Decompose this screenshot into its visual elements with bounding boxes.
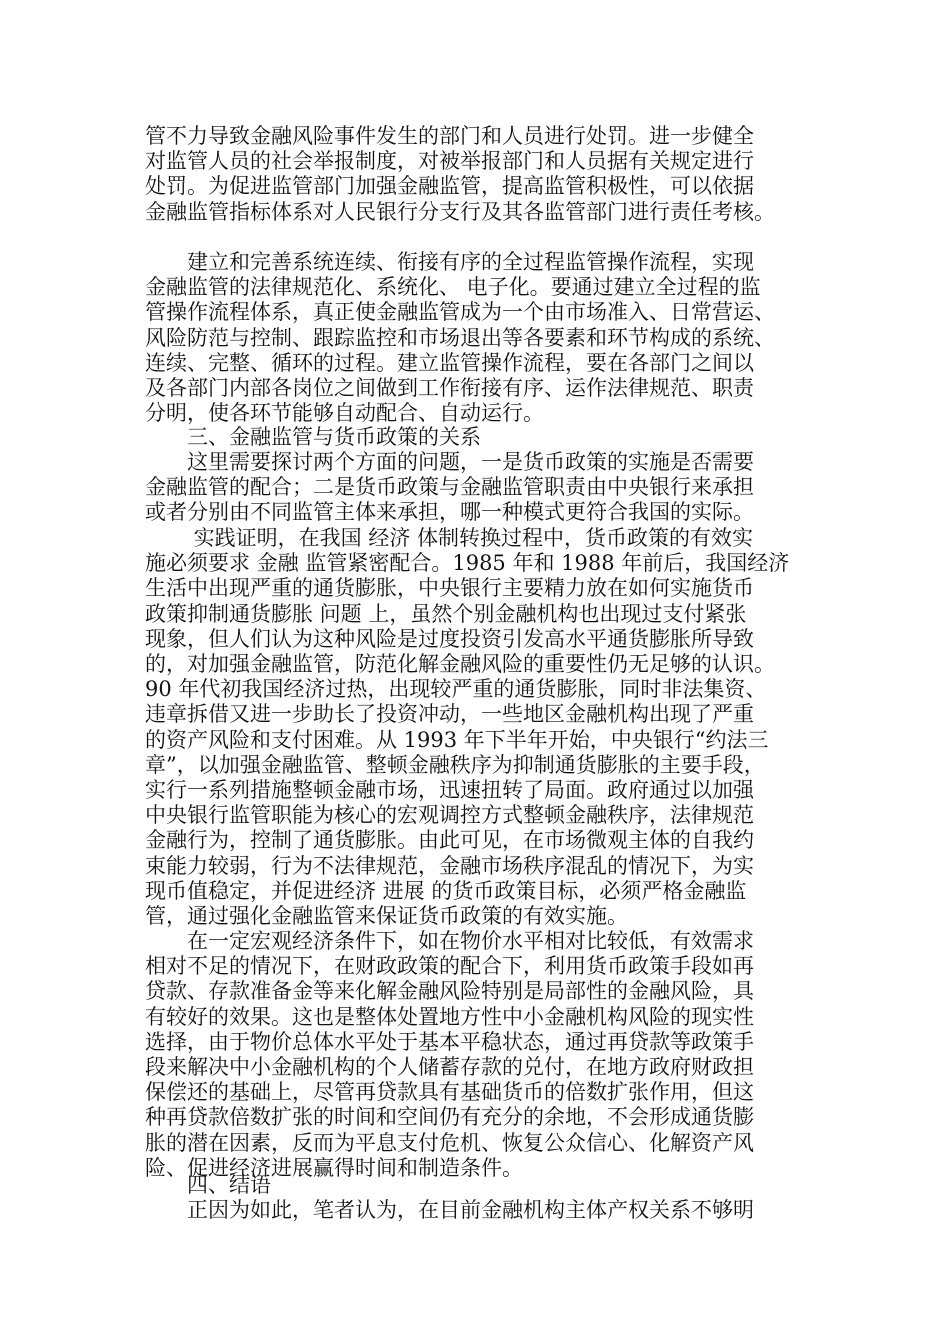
paragraph-conclusion: 正因为如此，笔者认为，在目前金融机构主体产权关系不够明: [145, 1198, 754, 1222]
paragraph-supervision-process: 建立和完善系统连续、衔接有序的全过程监管操作流程，实现 金融监管的法律规范化、系统化、 电子化。要通过建立全过程的监 管操作流程体系，真正使金融监管成为一个由市场准入、日常营运、 风险防范与控制、跟踪监控和市场退出等各要素和环节构成的系统、 连续、完整、循环的过程。建立监管操作流程，要在各部门之间以 及各部门内部各岗位之间做到工作衔接有序、运作法律规范、职责 分明，使各环节能够自动配合、自动运行。: [145, 250, 775, 426]
section-heading-three: 三、金融监管与货币政策的关系: [187, 425, 481, 449]
paragraph-practice-proves: 实践证明，在我国 经济 体制转换过程中，货币政策的有效实 施必须要求 金融 监管紧密配合。1985 年和 1988 年前后，我国经济 生活中出现严重的通货膨胀，中央银行主要精力放在如何实施货币 政策抑制通货膨胀 问题 上，虽然个别金融机构也出现过支付紧张 现象，但人们认为这种风险是过度投资引发高水平通货膨胀所导致 的，对加强金融监管，防范化解金融风险的重要性仍无足够的认识。 90 年代初我国经济过热，出现较严重的通货膨胀，同时非法集资、 违章拆借又进一步助长了投资冲动，一些地区金融机构出现了严重 的资产风险和支付困难。从 1993 年下半年开始，中央银行“约法三 章”，以加强金融监管、整顿金融秩序为抑制通货膨胀的主要手段， 实行一系列措施整顿金融市场，迅速扭转了局面。政府通过以加强 中央银行监管职能为核心的宏观调控方式整顿金融秩序，法律规范 金融行为，控制了通货膨胀。由此可见，在市场微观主体的自我约 束能力较弱，行为不法律规范，金融市场秩序混乱的情况下，为实 现币值稳定，并促进经济 进展 的货币政策目标，必须严格金融监 管，通过强化金融监管来保证货币政策的有效实施。: [145, 526, 790, 929]
paragraph-macro-conditions: 在一定宏观经济条件下，如在物价水平相对比较低，有效需求 相对不足的情况下，在财政政策的配合下，利用货币政策手段如再 贷款、存款准备金等来化解金融风险特别是局部性的金融风险，具 有较好的效果。这也是整体处置地方性中小金融机构风险的现实性 选择，由于物价总体水平处于基本平稳状态，通过再贷款等政策手 段来解决中小金融机构的个人储蓄存款的兑付，在地方政府财政担 保偿还的基础上，尽管再贷款具有基础货币的倍数扩张作用，但这 种再贷款倍数扩张的时间和空间仍有充分的余地，不会形成通货膨 胀的潜在因素，反而为平息支付危机、恢复公众信心、化解资产风 险、促进经济进展赢得时间和制造条件。: [145, 929, 754, 1180]
paragraph-two-questions: 这里需要探讨两个方面的问题，一是货币政策的实施是否需要 金融监管的配合；二是货币政策与金融监管职责由中央银行来承担 或者分别由不同监管主体来承担，哪一种模式更符合我国的实际。: [145, 450, 754, 525]
paragraph-accountability: 管不力导致金融风险事件发生的部门和人员进行处罚。进一步健全 对监管人员的社会举报制度，对被举报部门和人员据有关规定进行 处罚。为促进监管部门加强金融监管，提高监管积极性，可以依据 金融监管指标体系对人民银行分支行及其各监管部门进行责任考核。: [145, 124, 775, 224]
section-heading-four: 四、结语: [187, 1173, 271, 1197]
